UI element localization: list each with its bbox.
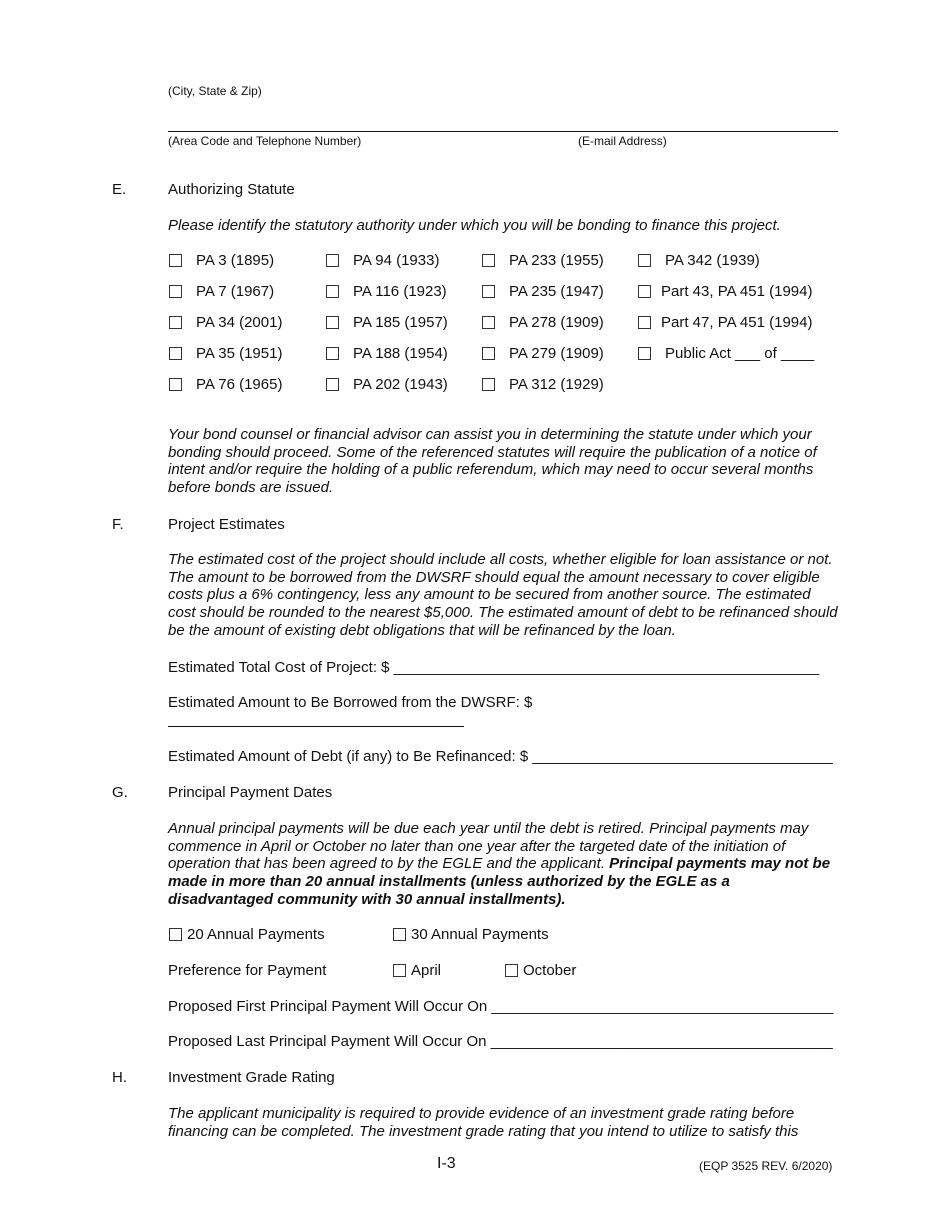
statute-option[interactable]: PA 185 (1957): [326, 314, 448, 331]
section-h-letter: H.: [112, 1069, 127, 1086]
checkbox[interactable]: [326, 378, 339, 391]
checkbox[interactable]: [482, 254, 495, 267]
option-30-payments[interactable]: 30 Annual Payments: [393, 926, 549, 943]
form-id: (EQP 3525 REV. 6/2020): [699, 1159, 833, 1173]
section-f-title: Project Estimates: [168, 516, 285, 533]
borrowed-label: Estimated Amount to Be Borrowed from the DWSRF: $: [168, 694, 533, 711]
option-october[interactable]: October: [505, 962, 576, 979]
checkbox[interactable]: [482, 378, 495, 391]
checkbox[interactable]: [169, 928, 182, 941]
checkbox[interactable]: [169, 285, 182, 298]
checkbox[interactable]: [638, 347, 651, 360]
statute-option[interactable]: PA 7 (1967): [169, 283, 274, 300]
checkbox[interactable]: [393, 928, 406, 941]
checkbox[interactable]: [505, 964, 518, 977]
statute-option[interactable]: PA 34 (2001): [169, 314, 282, 331]
checkbox[interactable]: [638, 254, 651, 267]
checkbox[interactable]: [326, 347, 339, 360]
section-h-title: Investment Grade Rating: [168, 1069, 335, 1086]
phone-email-line[interactable]: [168, 131, 838, 132]
statute-option[interactable]: PA 76 (1965): [169, 376, 282, 393]
statute-option[interactable]: PA 342 (1939): [638, 252, 760, 269]
section-f-note: The estimated cost of the project should include all costs, whether eligible for loan assistance or not. The amount to be borrowed from the DWSRF should equal the amount necessary to cover eligible costs plus a 6% contingency, less any amount to be secured from another source. The estimated cost should be rounded to the nearest $5,000. The estimated amount of debt to be refinanced should be the amount of existing debt obligations that will be refinanced by the loan.: [168, 551, 838, 639]
checkbox[interactable]: [393, 964, 406, 977]
section-g-letter: G.: [112, 784, 128, 801]
checkbox[interactable]: [326, 316, 339, 329]
section-e-title: Authorizing Statute: [168, 181, 295, 198]
phone-label: (Area Code and Telephone Number): [168, 134, 362, 148]
checkbox[interactable]: [482, 347, 495, 360]
section-e-instruction: Please identify the statutory authority under which you will be bonding to finance this project.: [168, 217, 781, 234]
statute-option[interactable]: PA 94 (1933): [326, 252, 439, 269]
section-e-note: Your bond counsel or financial advisor can assist you in determining the statute under which your bonding should proceed. Some of the referenced statutes will require the publication of a notice of intent and/or require the holding of a public referendum, which may need to occur several months before bonds are issued.: [168, 426, 817, 497]
statute-option[interactable]: Part 43, PA 451 (1994): [638, 283, 813, 300]
page-number: I-3: [437, 1155, 456, 1172]
section-h-note: The applicant municipality is required to provide evidence of an investment grade rating before financing can be completed. The investment grade rating that you intend to utilize to satisfy this: [168, 1105, 799, 1140]
section-g-note: Annual principal payments will be due each year until the debt is retired. Principal payments may commence in April or October no later than one year after the targeted date of the initiation of operation that has been agreed to by the EGLE and the applicant. Principal payments may not be made in more than 20 annual installments (unless authorized by the EGLE as a disadvantaged community with 30 annual installments).: [168, 820, 831, 908]
statute-option[interactable]: PA 278 (1909): [482, 314, 604, 331]
statute-option[interactable]: PA 312 (1929): [482, 376, 604, 393]
section-f-letter: F.: [112, 516, 124, 533]
statute-option[interactable]: PA 188 (1954): [326, 345, 448, 362]
statute-option[interactable]: PA 116 (1923): [326, 283, 447, 300]
option-20-payments[interactable]: 20 Annual Payments: [169, 926, 325, 943]
checkbox[interactable]: [326, 285, 339, 298]
first-payment-field[interactable]: Proposed First Principal Payment Will Occur On _________________________________________: [168, 998, 834, 1015]
statute-option[interactable]: PA 202 (1943): [326, 376, 448, 393]
checkbox[interactable]: [169, 316, 182, 329]
checkbox[interactable]: [482, 316, 495, 329]
section-g-title: Principal Payment Dates: [168, 784, 333, 801]
checkbox[interactable]: [638, 316, 651, 329]
refinanced-field[interactable]: Estimated Amount of Debt (if any) to Be Refinanced: $ ____________________________________: [168, 748, 833, 765]
email-label: (E-mail Address): [578, 134, 667, 148]
checkbox[interactable]: [482, 285, 495, 298]
statute-option[interactable]: PA 233 (1955): [482, 252, 604, 269]
statute-option[interactable]: PA 3 (1895): [169, 252, 274, 269]
option-april[interactable]: April: [393, 962, 441, 979]
checkbox[interactable]: [169, 347, 182, 360]
section-e-letter: E.: [112, 181, 127, 198]
statute-option[interactable]: PA 35 (1951): [169, 345, 282, 362]
checkbox[interactable]: [169, 254, 182, 267]
borrowed-amount-line[interactable]: [168, 726, 464, 727]
statute-option[interactable]: Part 47, PA 451 (1994): [638, 314, 813, 331]
checkbox[interactable]: [326, 254, 339, 267]
total-cost-field[interactable]: Estimated Total Cost of Project: $ ___________________________________________________: [168, 659, 820, 676]
preference-label: Preference for Payment: [168, 962, 327, 979]
checkbox[interactable]: [638, 285, 651, 298]
checkbox[interactable]: [169, 378, 182, 391]
last-payment-field[interactable]: Proposed Last Principal Payment Will Occur On _________________________________________: [168, 1033, 833, 1050]
statute-option[interactable]: PA 279 (1909): [482, 345, 604, 362]
city-state-zip-label: (City, State & Zip): [168, 84, 262, 98]
statute-option[interactable]: PA 235 (1947): [482, 283, 604, 300]
statute-option[interactable]: Public Act ___ of ____: [638, 345, 814, 362]
